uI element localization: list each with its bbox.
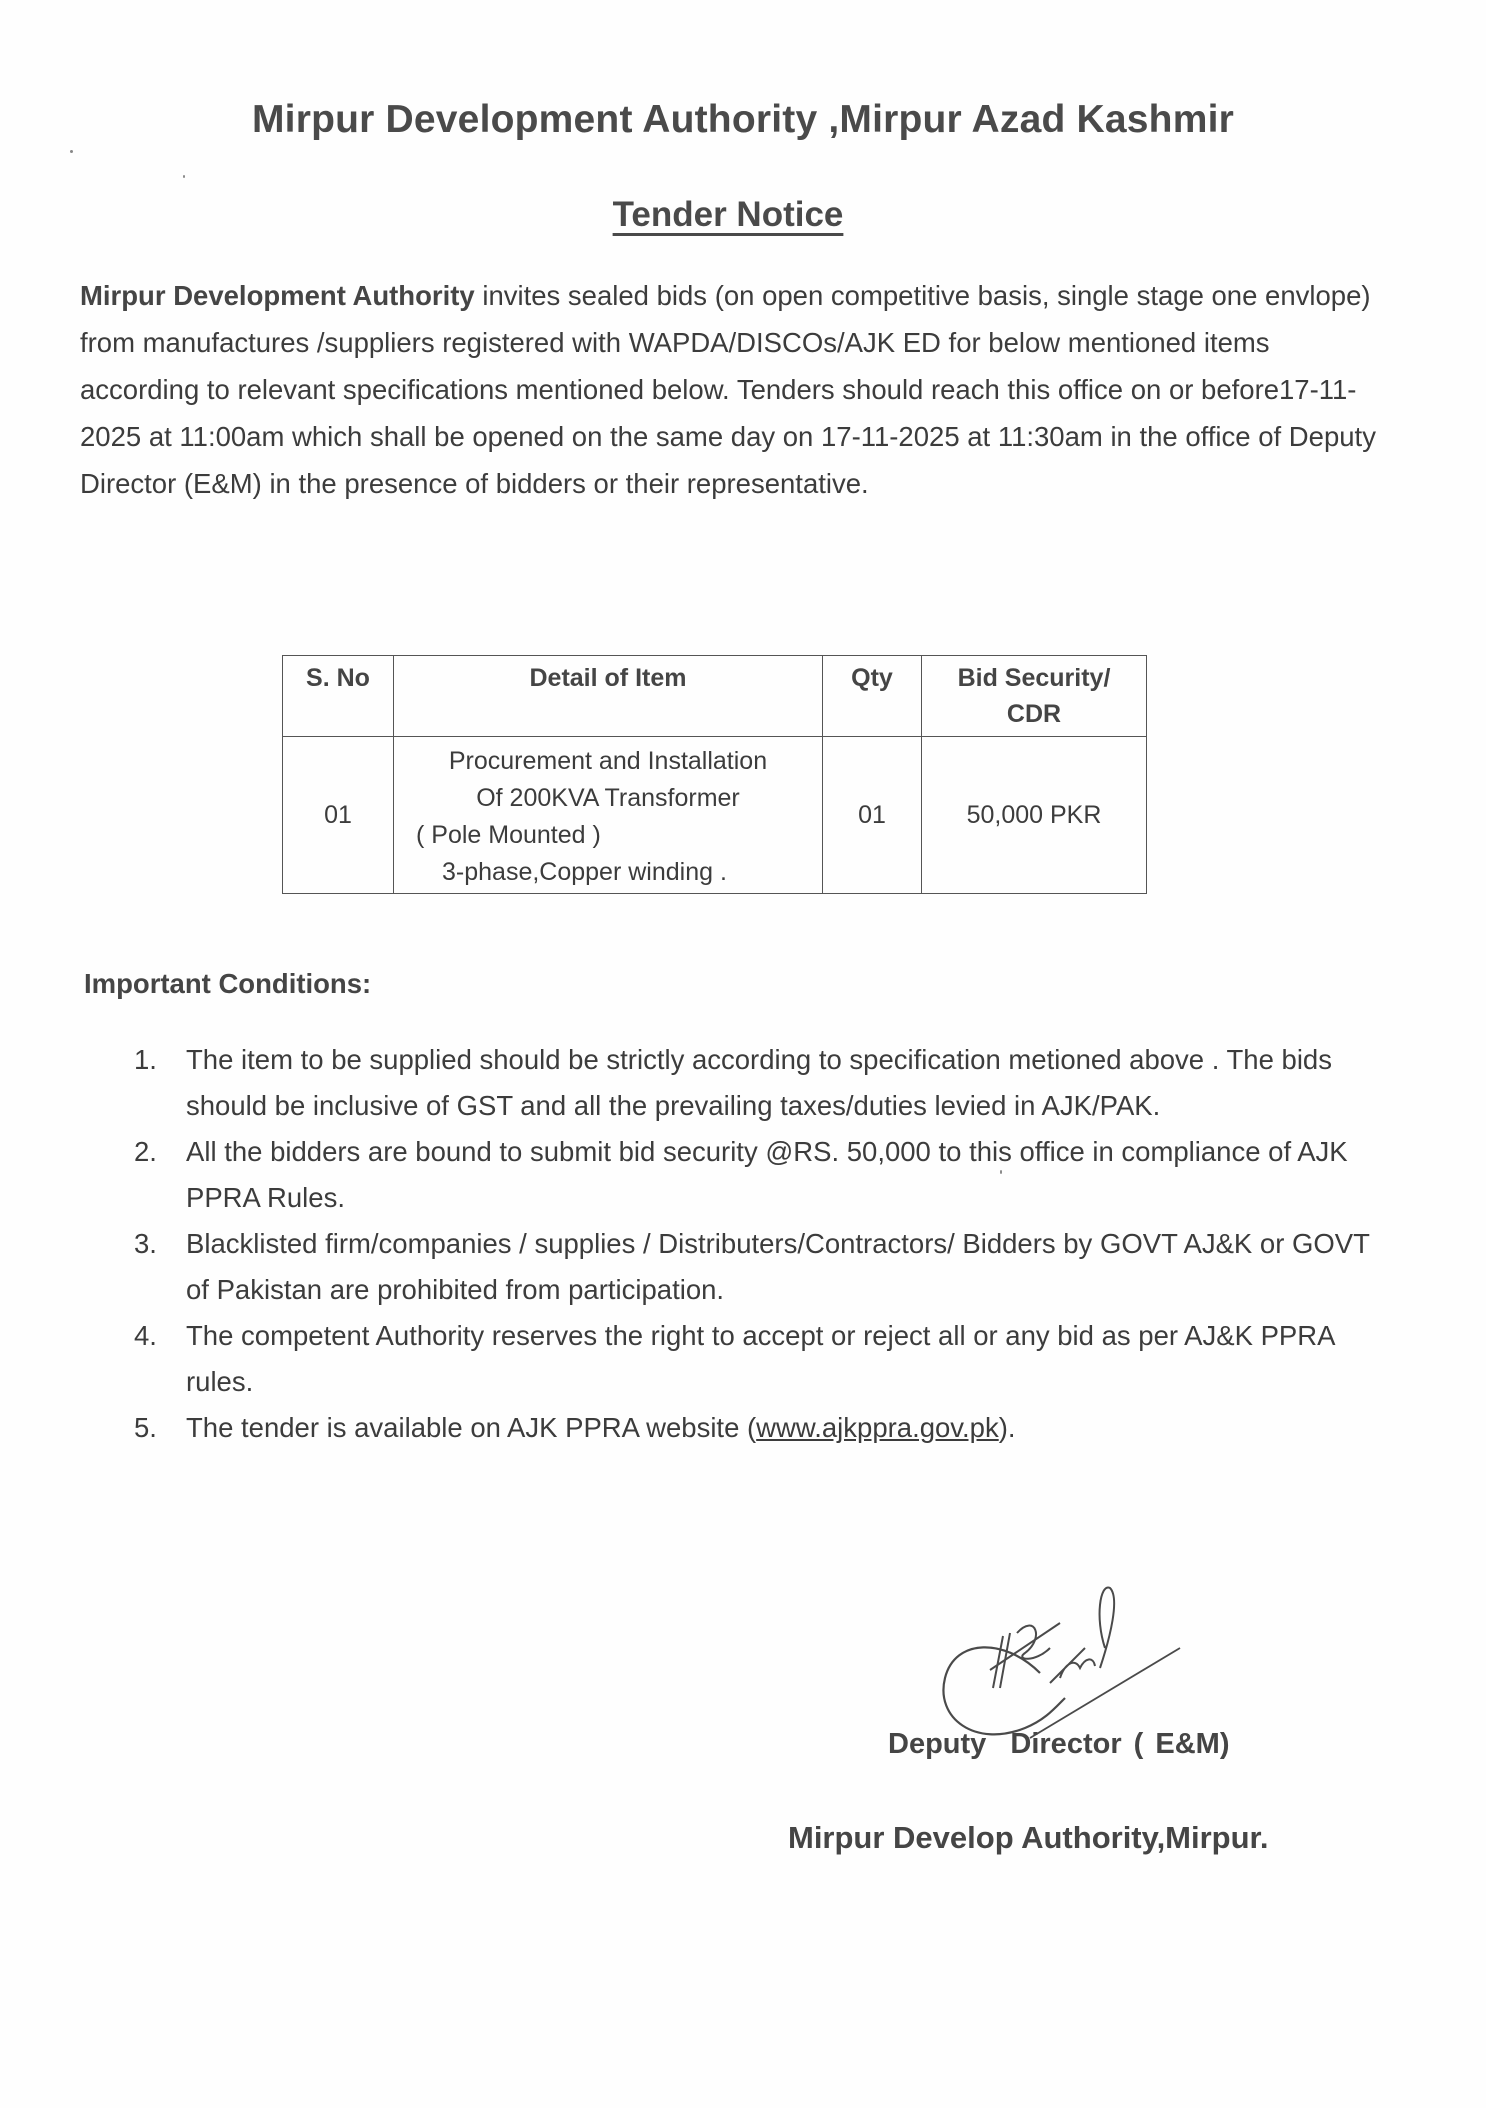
cell-detail bbox=[394, 737, 823, 894]
condition-item bbox=[130, 1313, 1390, 1405]
header-sno: S. No bbox=[283, 656, 394, 737]
ppra-website-link[interactable]: www.ajkppra.gov.pk bbox=[756, 1412, 999, 1443]
cell-bid-security: 50,000 PKR bbox=[922, 737, 1147, 894]
cell-qty: 01 bbox=[823, 737, 922, 894]
detail-line: ( Pole Mounted ) bbox=[416, 821, 601, 849]
cell-sno: 01 bbox=[283, 737, 394, 894]
condition-number: 4. bbox=[134, 1320, 157, 1351]
intro-body: invites sealed bids (on open competitive basis, single stage one envlope) from manufactures /suppliers registered with WAPDA/DISCOs/AJK ED for below mentioned items according to relevant specifications mentioned below. Tenders should reach this office on or before17-11-2025 at 11:00am which shall be opened on the same day on 17-11-2025 at 11:30am in the office of Deputy Director (E&M) in the presence of bidders or their representative. bbox=[80, 280, 1376, 499]
notice-title-text: Tender Notice bbox=[612, 195, 844, 234]
header-bid-security bbox=[922, 656, 1147, 737]
tender-items-table bbox=[282, 655, 1147, 894]
signatory-title: Deputy Director ( E&M) bbox=[888, 1728, 1230, 1760]
condition-item bbox=[130, 1129, 1390, 1221]
condition-text: The competent Authority reserves the right to accept or reject all or any bid as per AJ&K PPRA rules. bbox=[186, 1320, 1334, 1397]
condition-text-after: ). bbox=[998, 1412, 1016, 1443]
notice-title bbox=[0, 195, 1456, 235]
condition-item bbox=[130, 1037, 1390, 1129]
condition-item bbox=[130, 1221, 1390, 1313]
condition-number: 2. bbox=[134, 1136, 157, 1167]
header-detail: Detail of Item bbox=[394, 656, 823, 737]
condition-text-before: The tender is available on AJK PPRA website ( bbox=[186, 1412, 757, 1443]
condition-item bbox=[130, 1405, 1390, 1451]
conditions-heading: Important Conditions: bbox=[84, 968, 372, 999]
table-header-row bbox=[283, 656, 1147, 737]
condition-text: The item to be supplied should be strictly according to specification metioned above . The bids should be inclusive of GST and all the prevailing taxes/duties levied in AJK/PAK. bbox=[186, 1044, 1332, 1121]
condition-number: 1. bbox=[134, 1044, 157, 1075]
header-bid-security-line2: CDR bbox=[1006, 700, 1062, 728]
organization-title: Mirpur Development Authority ,Mirpur Azad Kashmir bbox=[251, 98, 1234, 141]
intro-lead: Mirpur Development Authority bbox=[80, 280, 475, 311]
intro-paragraph bbox=[80, 272, 1380, 507]
detail-line: Procurement and Installation bbox=[448, 747, 768, 775]
condition-number: 3. bbox=[134, 1228, 157, 1259]
detail-line: Of 200KVA Transformer bbox=[476, 784, 740, 812]
header-qty: Qty bbox=[823, 656, 922, 737]
conditions-list bbox=[130, 1037, 1390, 1451]
signatory-organization: Mirpur Develop Authority,Mirpur. bbox=[788, 1820, 1269, 1855]
condition-number: 5. bbox=[134, 1412, 157, 1443]
scan-speck bbox=[183, 175, 185, 178]
scan-speck bbox=[70, 150, 73, 153]
condition-text: All the bidders are bound to submit bid security @RS. 50,000 to this office in compliance of AJK PPRA Rules. bbox=[186, 1136, 1348, 1213]
table-row bbox=[283, 737, 1147, 894]
condition-text: Blacklisted firm/companies / supplies / Distributers/Contractors/ Bidders by GOVT AJ&K or GOVT of Pakistan are prohibited from participation. bbox=[186, 1228, 1370, 1305]
detail-line: 3-phase,Copper winding . bbox=[442, 858, 727, 886]
header-bid-security-line1: Bid Security/ bbox=[957, 664, 1111, 692]
